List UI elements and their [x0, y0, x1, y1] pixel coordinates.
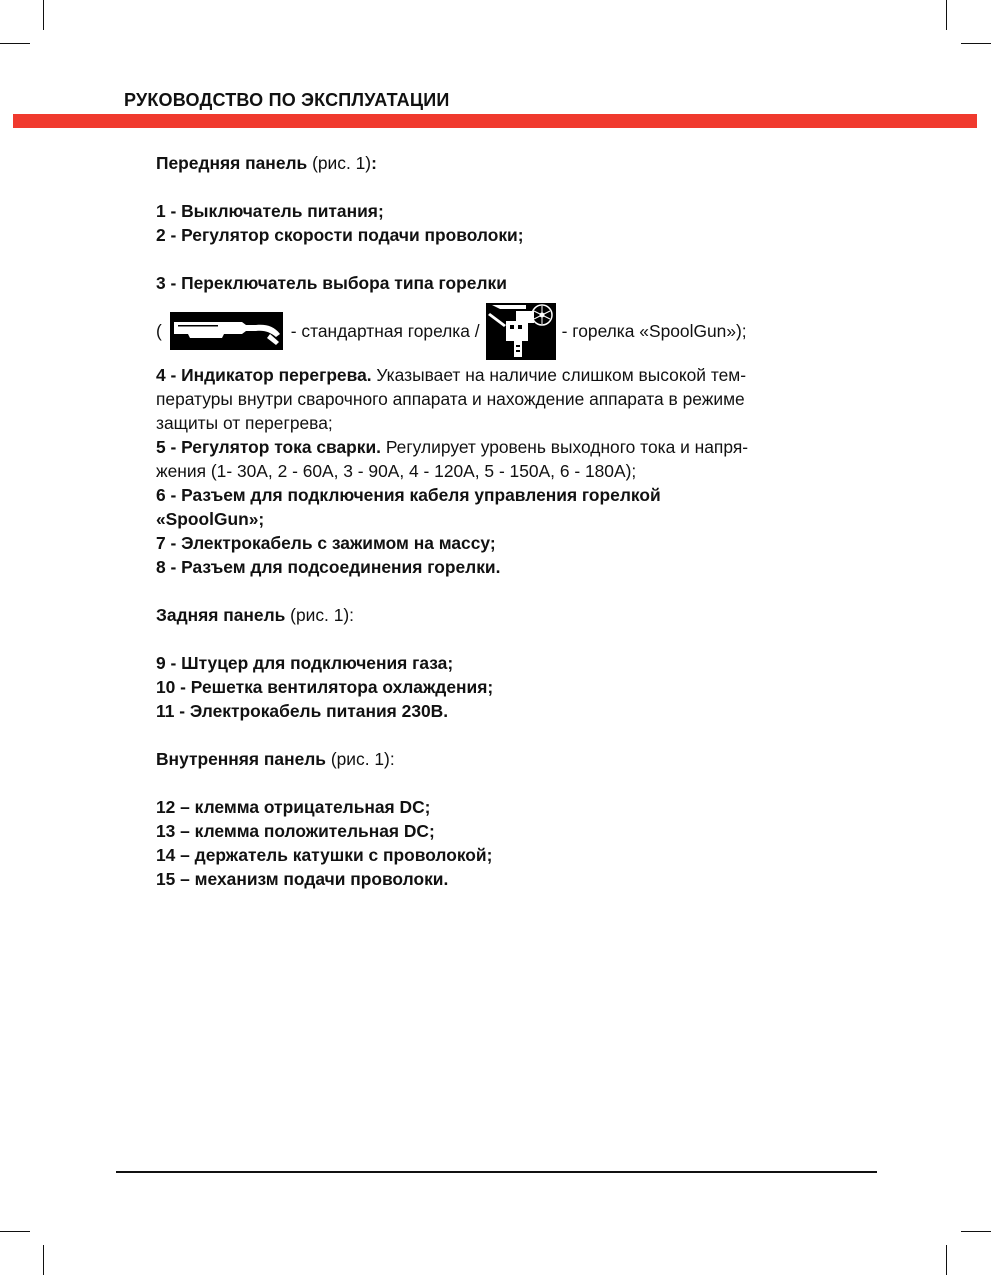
heading-colon: : [371, 153, 377, 173]
item-text: пературы внутри сварочного аппарата и нахождение аппарата в режиме [156, 389, 745, 409]
torch-type-row [156, 301, 856, 361]
front-panel-heading [156, 151, 856, 175]
manual-title: РУКОВОДСТВО ПО ЭКСПЛУАТАЦИИ [124, 90, 450, 110]
spoolgun-torch-icon [486, 303, 556, 360]
crop-mark [946, 1245, 947, 1275]
spoolgun-torch-label: - горелка «SpoolGun»); [561, 321, 747, 341]
header-accent-bar [13, 114, 977, 128]
item-bold: 4 - Индикатор перегрева. [156, 365, 372, 385]
crop-mark [43, 1245, 44, 1275]
list-item: 3 - Переключатель выбора типа горелки [156, 273, 507, 293]
crop-mark [0, 43, 30, 44]
heading-rest: (рис. 1) [307, 153, 372, 173]
heading-rest: (рис. 1): [325, 749, 395, 769]
item-text: жения (1- 30А, 2 - 60А, 3 - 90А, 4 - 120А, 5 - 150А, 6 - 180А); [156, 461, 637, 481]
crop-mark [0, 1231, 30, 1232]
list-item: 1 - Выключатель питания; [156, 201, 384, 221]
torch-open-paren: ( [156, 321, 162, 341]
rear-panel-heading [156, 603, 856, 627]
item-bold: 5 - Регулятор тока сварки. [156, 437, 381, 457]
crop-mark [961, 43, 991, 44]
heading-bold: Внутренняя панель [156, 749, 326, 769]
crop-mark [946, 0, 947, 30]
list-item [156, 435, 856, 459]
footer-rule [116, 1171, 877, 1173]
list-item: 9 - Штуцер для подключения газа; [156, 653, 454, 673]
heading-bold: Передняя панель [156, 153, 308, 173]
crop-mark [43, 0, 44, 30]
item-text: защиты от перегрева; [156, 413, 333, 433]
list-item [156, 363, 856, 387]
list-item: 14 – держатель катушки с проволокой; [156, 845, 493, 865]
list-item: 8 - Разъем для подсоединения горелки. [156, 557, 501, 577]
item-text: Указывает на наличие слишком высокой тем- [371, 365, 747, 385]
standard-torch-label: - стандартная горелка / [290, 321, 480, 341]
list-item: 12 – клемма отрицательная DC; [156, 797, 431, 817]
list-item: 11 - Электрокабель питания 230В. [156, 701, 449, 721]
heading-bold: Задняя панель [156, 605, 286, 625]
crop-mark [961, 1231, 991, 1232]
standard-torch-icon [170, 312, 283, 350]
item-text: «SpoolGun»; [156, 509, 265, 529]
list-item: 15 – механизм подачи проволоки. [156, 869, 449, 889]
page-content [156, 151, 856, 891]
heading-rest: (рис. 1): [285, 605, 354, 625]
list-item: 2 - Регулятор скорости подачи проволоки; [156, 225, 524, 245]
inner-panel-heading [156, 747, 856, 771]
list-item: 7 - Электрокабель с зажимом на массу; [156, 533, 496, 553]
item-text: Регулирует уровень выходного тока и напря- [380, 437, 749, 457]
list-item: 13 – клемма положительная DC; [156, 821, 435, 841]
list-item: 10 - Решетка вентилятора охлаждения; [156, 677, 494, 697]
list-item: 6 - Разъем для подключения кабеля управления горелкой [156, 485, 661, 505]
